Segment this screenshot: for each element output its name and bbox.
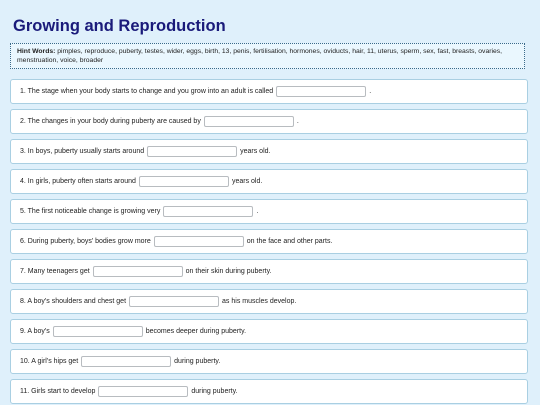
question-3-answer-input[interactable] [147, 146, 237, 157]
question-9-suffix: becomes deeper during puberty. [145, 328, 247, 335]
question-11 [10, 379, 528, 404]
question-2-answer-input[interactable] [204, 116, 294, 127]
question-8-answer-input[interactable] [129, 296, 219, 307]
question-3-suffix: years old. [240, 148, 271, 155]
question-4-answer-input[interactable] [139, 176, 229, 187]
question-5-text: 5. The first noticeable change is growing very [20, 208, 161, 215]
question-3 [10, 139, 528, 164]
question-6-answer-input[interactable] [154, 236, 244, 247]
hint-words-label: Hint Words: [17, 48, 56, 55]
question-7 [10, 259, 528, 284]
question-6 [10, 229, 528, 254]
hint-words-list: pimples, reproduce, puberty, testes, wider, eggs, birth, 13, penis, fertilisation, hormones, oviducts, hair, 11, uterus, sperm, sex, fast, breasts, ovaries, menstruation, voice, broader [17, 48, 503, 64]
question-7-suffix: on their skin during puberty. [185, 268, 272, 275]
question-10-text: 10. A girl's hips get [20, 358, 79, 365]
question-9 [10, 319, 528, 344]
question-1-text: 1. The stage when your body starts to change and you grow into an adult is called [20, 88, 274, 95]
question-11-text: 11. Girls start to develop [20, 388, 96, 395]
question-10 [10, 349, 528, 374]
question-10-suffix: during puberty. [174, 358, 221, 365]
question-4-text: 4. In girls, puberty often starts around [20, 178, 136, 185]
question-2 [10, 109, 528, 134]
question-4-suffix: years old. [231, 178, 263, 185]
question-1-answer-input[interactable] [276, 86, 366, 97]
question-2-text: 2. The changes in your body during puberty are caused by [20, 118, 201, 125]
question-8-suffix: as his muscles develop. [222, 298, 297, 305]
question-11-answer-input[interactable] [98, 386, 188, 397]
question-9-text: 9. A boy's [20, 328, 50, 335]
question-5-answer-input[interactable] [163, 206, 253, 217]
question-1-suffix: . [369, 88, 372, 95]
question-6-suffix: on the face and other parts. [246, 238, 333, 245]
question-7-text: 7. Many teenagers get [20, 268, 90, 275]
page-title: Growing and Reproduction [13, 17, 226, 35]
hint-words-box [10, 43, 525, 69]
question-9-answer-input[interactable] [53, 326, 143, 337]
question-10-answer-input[interactable] [81, 356, 171, 367]
question-8-text: 8. A boy's shoulders and chest get [20, 298, 127, 305]
question-8 [10, 289, 528, 314]
question-2-suffix: . [296, 118, 299, 125]
question-1 [10, 79, 528, 104]
question-7-answer-input[interactable] [93, 266, 183, 277]
question-11-suffix: during puberty. [191, 388, 238, 395]
question-5-suffix: . [256, 208, 259, 215]
question-4 [10, 169, 528, 194]
question-6-text: 6. During puberty, boys' bodies grow more [20, 238, 151, 245]
question-5 [10, 199, 528, 224]
question-3-text: 3. In boys, puberty usually starts around [20, 148, 145, 155]
